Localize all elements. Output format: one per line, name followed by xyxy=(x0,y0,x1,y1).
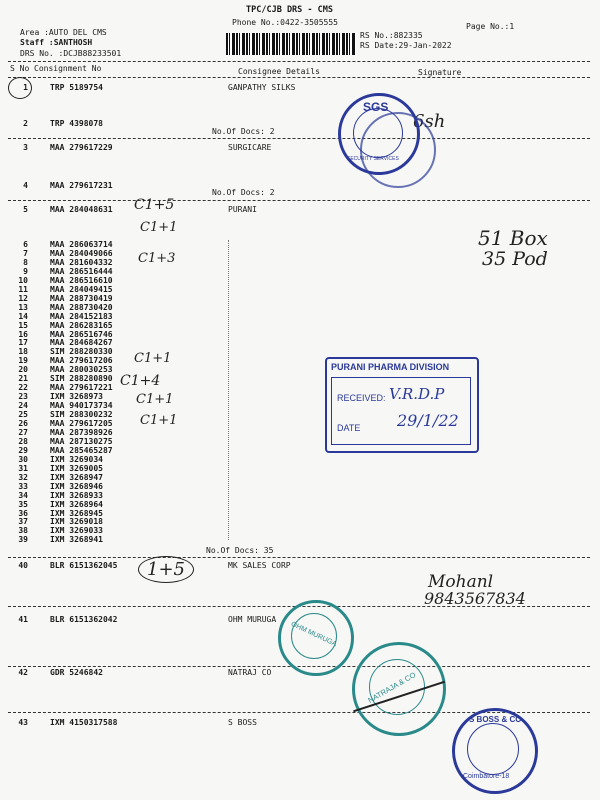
row-sno: 1 xyxy=(23,83,28,92)
row-consignee: PURANI xyxy=(228,205,257,214)
row-sno: 14 xyxy=(18,311,28,321)
row-consignment-no: MAA 284684267 xyxy=(50,338,113,348)
row-consignment-no: IXM 3268947 xyxy=(50,472,103,482)
row-consignment-no: MAA 286063714 xyxy=(50,240,113,249)
row-consignment-no: MAA 279617221 xyxy=(50,383,113,393)
row-consignment-no: BLR 6151362042 xyxy=(50,615,118,624)
row-sno: 29 xyxy=(18,445,28,455)
row-sno: 27 xyxy=(18,427,28,437)
sboss-city: Coimbatore-18 xyxy=(463,773,510,780)
row-consignment-no: MAA 284049415 xyxy=(50,284,113,294)
row-consignment-no: MAA 279617229 xyxy=(50,143,113,152)
signature-top: 6sh xyxy=(413,111,446,132)
row-sno: 10 xyxy=(18,275,28,285)
annotation-c1-3: C1+3 xyxy=(138,251,176,266)
row-consignment-no: SIM 288280330 xyxy=(50,347,113,357)
table-row xyxy=(0,205,600,216)
received-value: V.R.D.P xyxy=(389,385,445,403)
row-sno: 32 xyxy=(18,472,28,482)
row-sno: 33 xyxy=(18,481,28,491)
row-sno: 2 xyxy=(23,119,28,128)
row-consignment-no: MAA 284152183 xyxy=(50,311,113,321)
ohm-muruga-text: OHM MURUGA xyxy=(289,620,338,649)
annotation-boxes: 51 Box xyxy=(478,226,548,250)
divider xyxy=(8,61,590,62)
page-number: Page No.:1 xyxy=(466,22,515,31)
table-row xyxy=(0,143,600,154)
sgs-stamp-ring xyxy=(360,112,436,188)
row-sno: 28 xyxy=(18,436,28,446)
row-sno: 5 xyxy=(23,205,28,214)
row-consignment-no: IXM 3268973 xyxy=(50,392,103,402)
table-row xyxy=(0,119,600,130)
row-consignment-no: TRP 5189754 xyxy=(50,83,103,92)
col-consignment: Consignment No xyxy=(34,64,102,73)
row-consignment-no: SIM 288300232 xyxy=(50,410,113,420)
annotation-c1-1: C1+1 xyxy=(134,351,172,366)
row-sno: 41 xyxy=(18,615,28,624)
row-sno: 18 xyxy=(18,347,28,357)
sgs-ring-text: SECURITY SERVICES xyxy=(347,156,399,162)
row-sno: 20 xyxy=(18,365,28,375)
row-consignment-no: MAA 285465287 xyxy=(50,445,113,455)
row-consignee: SURGICARE xyxy=(228,143,272,152)
date-label: DATE xyxy=(337,423,361,433)
row-consignment-no: IXM 3269005 xyxy=(50,463,103,473)
row-consignee: GANPATHY SILKS xyxy=(228,83,296,92)
purani-received-stamp xyxy=(325,357,479,453)
row-sno: 22 xyxy=(18,383,28,393)
table-row xyxy=(0,83,600,94)
row-consignment-no: IXM 3268946 xyxy=(50,481,103,491)
date-value: 29/1/22 xyxy=(397,411,459,430)
purani-title: PURANI PHARMA DIVISION xyxy=(331,362,450,372)
divider xyxy=(8,77,590,78)
row-sno: 36 xyxy=(18,508,28,518)
row-consignee: MK SALES CORP xyxy=(228,561,291,570)
doc-count: No.Of Docs: 35 xyxy=(206,546,274,555)
sboss-stamp xyxy=(452,708,538,794)
row-sno: 7 xyxy=(23,248,28,258)
sboss-text: S BOSS & CO xyxy=(469,715,522,724)
drs-number: DRS No. :DCJB88233501 xyxy=(20,49,122,58)
row-consignment-no: MAA 280030253 xyxy=(50,365,113,375)
row-sno: 13 xyxy=(18,302,28,312)
row-consignment-no: IXM 3269018 xyxy=(50,517,103,527)
row-consignment-no: MAA 284049066 xyxy=(50,248,113,258)
doc-count: No.Of Docs: 2 xyxy=(212,127,275,136)
row-consignment-no: IXM 3268933 xyxy=(50,490,103,500)
row-consignment-no: MAA 279617206 xyxy=(50,356,113,366)
report-title: TPC/CJB DRS - CMS xyxy=(246,5,333,15)
row-sno: 34 xyxy=(18,490,28,500)
row-consignment-no: IXM 3269033 xyxy=(50,526,103,536)
row-consignment-no: MAA 279617205 xyxy=(50,419,113,428)
row-sno: 9 xyxy=(23,266,28,276)
row-consignee: OHM MURUGA xyxy=(228,615,277,624)
col-sno: S No xyxy=(10,64,30,73)
col-signature: Signature xyxy=(418,68,462,77)
row-sno: 17 xyxy=(18,338,28,348)
barcode xyxy=(226,33,356,55)
rs-date: RS Date:29-Jan-2022 xyxy=(360,41,452,50)
row-consignment-no: MAA 286283165 xyxy=(50,320,113,330)
annotation-c1-5: C1+5 xyxy=(134,197,175,213)
doc-count: No.Of Docs: 2 xyxy=(212,188,275,197)
row-sno: 40 xyxy=(18,561,28,570)
row-sno: 19 xyxy=(18,356,28,366)
table-row xyxy=(0,181,600,192)
row-sno: 37 xyxy=(18,517,28,527)
row-consignment-no: IXM 3268964 xyxy=(50,499,103,509)
row-consignee: S BOSS xyxy=(228,718,257,727)
row-sno: 24 xyxy=(18,401,28,411)
row-consignee: NATRAJ CO xyxy=(228,668,272,677)
row-consignment-no: MAA 940173734 xyxy=(50,401,113,411)
row-sno: 21 xyxy=(18,374,28,384)
row-sno: 30 xyxy=(18,454,28,464)
row-consignment-no: MAA 284048631 xyxy=(50,205,113,214)
ohm-muruga-stamp xyxy=(278,600,354,676)
row-sno: 38 xyxy=(18,526,28,536)
phone-number: Phone No.:0422-3505555 xyxy=(232,18,338,27)
row-sno: 4 xyxy=(23,181,28,190)
row-consignment-no: IXM 4150317588 xyxy=(50,718,118,727)
row-consignment-no: IXM 3268941 xyxy=(50,535,103,545)
row-consignment-no: MAA 287398926 xyxy=(50,427,113,437)
annotation-c1-1: C1+1 xyxy=(140,220,178,235)
table-row xyxy=(0,561,600,572)
row-consignment-no: MAA 286516746 xyxy=(50,329,113,339)
signature-phone: 9843567834 xyxy=(424,589,526,608)
row-sno: 23 xyxy=(18,392,28,402)
dotted-guide xyxy=(228,240,229,540)
row-sno: 42 xyxy=(18,668,28,677)
col-consignee: Consignee Details xyxy=(238,67,320,76)
annotation-c1-1: C1+1 xyxy=(140,413,178,428)
row-consignment-no: GDR 5246842 xyxy=(50,668,103,677)
annotation-pod: 35 Pod xyxy=(482,248,548,270)
row-consignment-no: SIM 288280890 xyxy=(50,374,113,384)
annotation-one-plus-five: 1+5 xyxy=(138,556,194,583)
row-consignment-no: MAA 281604332 xyxy=(50,257,113,267)
rs-number: RS No.:882335 xyxy=(360,31,423,40)
row-consignment-no: MAA 288730419 xyxy=(50,293,113,303)
row-sno: 8 xyxy=(23,257,28,267)
divider xyxy=(8,200,590,201)
row-consignment-no: MAA 288730420 xyxy=(50,302,113,312)
natraja-text: NATRAJA & CO xyxy=(366,670,418,705)
area-label: Area :AUTO DEL CMS xyxy=(20,28,107,37)
annotation-c1-1: C1+1 xyxy=(136,392,174,407)
row-consignment-no: MAA 286516610 xyxy=(50,275,113,285)
row-one-circle xyxy=(8,77,32,99)
row-sno: 26 xyxy=(18,419,28,428)
row-sno: 11 xyxy=(18,284,28,294)
divider xyxy=(8,138,590,139)
divider xyxy=(8,557,590,558)
received-label: RECEIVED: xyxy=(337,393,386,403)
row-consignment-no: TRP 4398078 xyxy=(50,119,103,128)
row-sno: 6 xyxy=(23,240,28,249)
row-consignment-no: MAA 279617231 xyxy=(50,181,113,190)
row-consignment-no: BLR 6151362045 xyxy=(50,561,118,570)
row-sno: 43 xyxy=(18,718,28,727)
row-consignment-no: MAA 287130275 xyxy=(50,436,113,446)
sboss-inner xyxy=(467,723,519,775)
row-sno: 12 xyxy=(18,293,28,303)
row-sno: 39 xyxy=(18,535,28,545)
row-consignment-no: MAA 286516444 xyxy=(50,266,113,276)
row-sno: 16 xyxy=(18,329,28,339)
row-sno: 25 xyxy=(18,410,28,420)
row-consignment-no: IXM 3268945 xyxy=(50,508,103,518)
row-sno: 3 xyxy=(23,143,28,152)
annotation-c1-4: C1+4 xyxy=(120,373,161,389)
signature-name: Mohanl xyxy=(428,572,494,592)
row-sno: 35 xyxy=(18,499,28,509)
sgs-text: SGS xyxy=(363,100,389,114)
row-sno: 15 xyxy=(18,320,28,330)
row-consignment-no: IXM 3269034 xyxy=(50,454,103,464)
row-sno: 31 xyxy=(18,463,28,473)
table-row xyxy=(0,535,600,546)
staff-label: Staff :SANTHOSH xyxy=(20,38,93,47)
